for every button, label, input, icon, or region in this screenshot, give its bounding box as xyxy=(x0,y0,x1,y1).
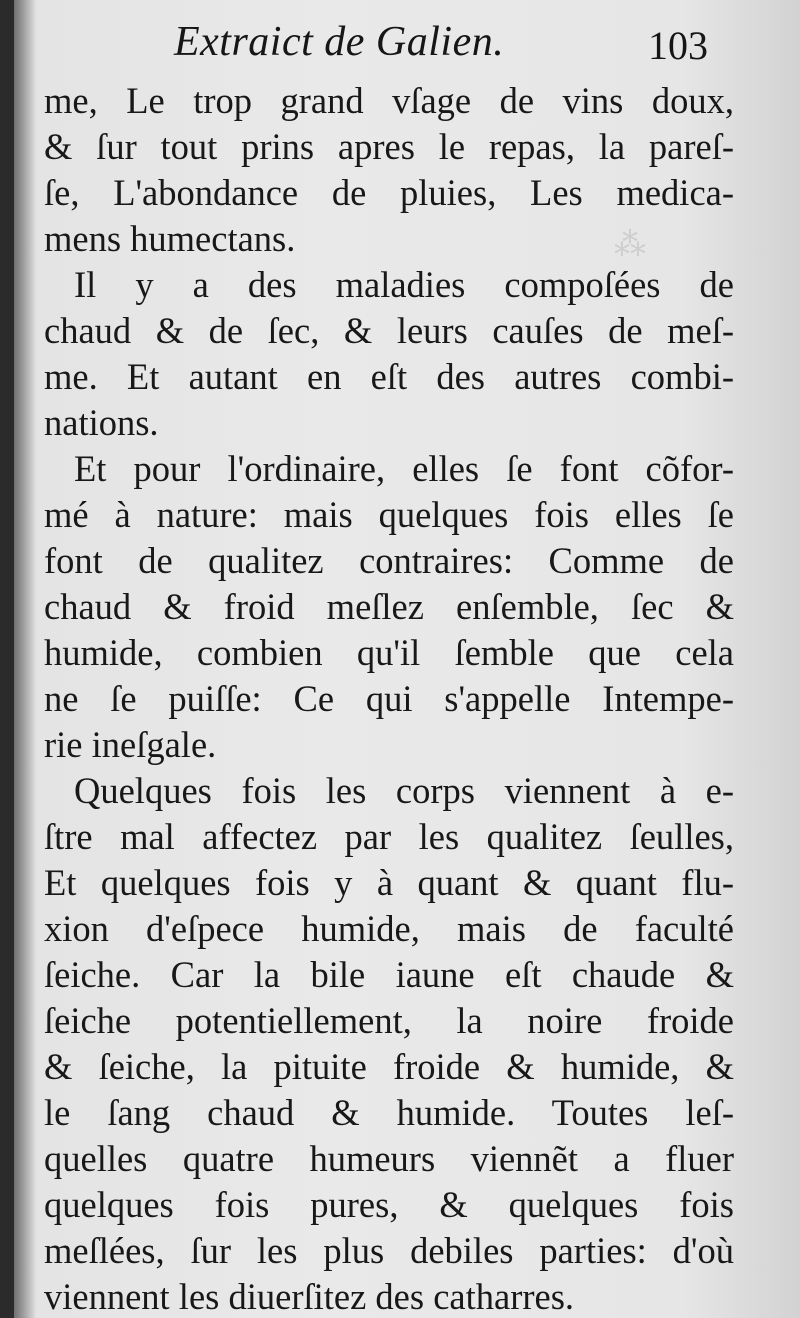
text-line: Quelques fois les corps viennent à e- xyxy=(74,770,734,811)
text-line: & ſur tout prins apres le repas, la pareſ- xyxy=(44,126,734,167)
text-line: Il y a des maladies compoſées de xyxy=(74,264,734,305)
text-line: viennent les diuerſitez des catharres. xyxy=(44,1276,575,1317)
text-line: quelques fois pures, & quelques fois xyxy=(44,1184,734,1225)
text-line: ſtre mal affectez par les qualitez ſeulles, xyxy=(44,816,734,857)
text-line: me, Le trop grand vſage de vins doux, xyxy=(44,80,734,121)
text-line: chaud & froid meſlez enſemble, ſec & xyxy=(44,586,734,627)
text-line: mé à nature: mais quelques fois elles ſe xyxy=(44,494,734,535)
text-line: xion d'eſpece humide, mais de faculté xyxy=(44,908,734,949)
text-line: humide, combien qu'il ſemble que cela xyxy=(44,632,734,673)
text-line: ſeiche. Car la bile iaune eſt chaude & xyxy=(44,954,734,995)
text-line: Et pour l'ordinaire, elles ſe font cõfor- xyxy=(74,448,734,489)
text-line: ſeiche potentiellement, la noire froide xyxy=(44,1000,734,1041)
running-head xyxy=(14,16,800,76)
text-line: & ſeiche, la pituite froide & humide, & xyxy=(44,1046,734,1087)
gutter-shadow xyxy=(14,0,36,1318)
book-page xyxy=(14,0,800,1318)
text-line: Et quelques fois y à quant & quant flu- xyxy=(44,862,734,903)
text-line: font de qualitez contraires: Comme de xyxy=(44,540,734,581)
text-line: le ſang chaud & humide. Toutes leſ- xyxy=(44,1092,734,1133)
text-line: chaud & de ſec, & leurs cauſes de meſ- xyxy=(44,310,734,351)
text-line: quelles quatre humeurs viennẽt a fluer xyxy=(44,1138,734,1179)
text-line: ſe, L'abondance de pluies, Les medica- xyxy=(44,172,734,213)
running-title: Extraict de Galien. xyxy=(174,19,505,65)
show-through-mark: ⁂ xyxy=(614,226,646,262)
text-line: nations. xyxy=(44,402,159,443)
text-line: me. Et autant en eſt des autres combi- xyxy=(44,356,734,397)
text-line: mens humectans. xyxy=(44,218,296,259)
page-number: 103 xyxy=(648,23,708,68)
text-line: meſlées, ſur les plus debiles parties: d'où xyxy=(44,1230,734,1271)
text-line: rie ineſgale. xyxy=(44,724,217,765)
text-line: ne ſe puiſſe: Ce qui s'appelle Intempe- xyxy=(44,678,734,719)
body-text xyxy=(44,78,734,1318)
